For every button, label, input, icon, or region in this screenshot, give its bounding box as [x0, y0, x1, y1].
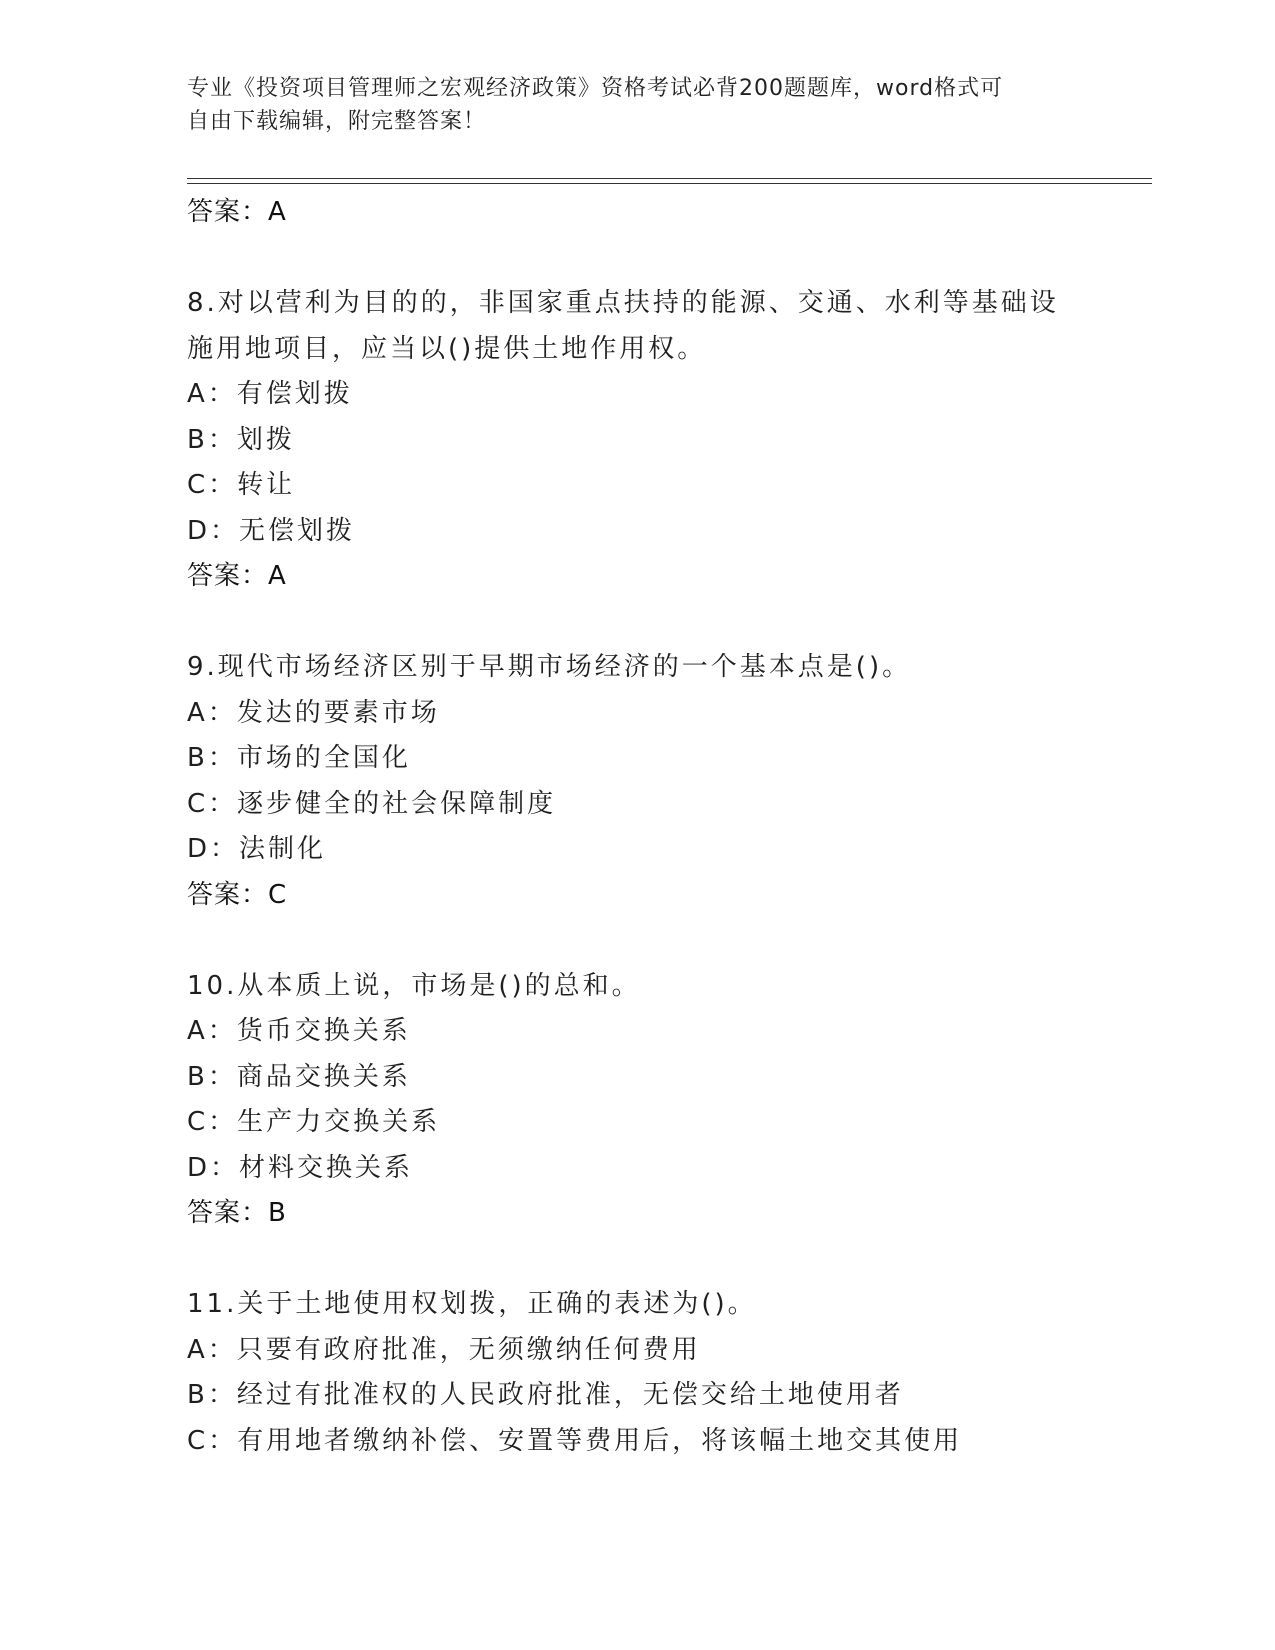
option-c: C：生产力交换关系	[187, 1107, 441, 1137]
option-d: D：材料交换关系	[187, 1152, 414, 1183]
spacer	[187, 918, 1147, 964]
answer-line: 答案：B	[187, 1198, 287, 1228]
header-rule-bottom	[187, 183, 1152, 184]
option-d: D：无偿划拨	[187, 515, 356, 546]
question-stem: 施用地项目，应当以()提供土地作用权。	[187, 333, 707, 364]
spacer	[187, 1237, 1147, 1283]
question-stem: 9.现代市场经济区别于早期市场经济的一个基本点是()。	[187, 652, 912, 682]
answer-line: 答案：A	[187, 197, 287, 227]
spacer	[187, 236, 1147, 282]
spacer	[187, 600, 1147, 646]
question-list	[187, 190, 1147, 1464]
option-a: A：发达的要素市场	[187, 697, 440, 728]
option-a: A：只要有政府批准，无须缴纳任何费用	[187, 1334, 701, 1365]
option-b: B：经过有批准权的人民政府批准，无偿交给土地使用者	[187, 1380, 904, 1410]
option-c: C：转让	[187, 470, 296, 500]
answer-line: 答案：A	[187, 561, 287, 591]
header-line-2: 自由下载编辑，附完整答案！	[187, 109, 487, 134]
option-a: A：有偿划拨	[187, 379, 353, 409]
option-b: B：划拨	[187, 424, 295, 455]
page-header	[187, 72, 1067, 138]
question-10	[187, 964, 1147, 1237]
question-11	[187, 1282, 1147, 1464]
option-c: C：有用地者缴纳补偿、安置等费用后，将该幅土地交其使用	[187, 1425, 963, 1456]
option-b: B：商品交换关系	[187, 1061, 411, 1092]
option-a: A：货币交换关系	[187, 1016, 411, 1046]
question-9	[187, 645, 1147, 918]
question-8	[187, 281, 1147, 600]
option-b: B：市场的全国化	[187, 743, 411, 773]
answer-line: 答案：C	[187, 879, 288, 910]
header-rule-top	[187, 178, 1152, 179]
header-line-1: 专业《投资项目管理师之宏观经济政策》资格考试必背200题题库，word格式可	[187, 76, 1004, 101]
question-stem: 11.关于土地使用权划拨，正确的表述为()。	[187, 1289, 757, 1319]
option-d: D：法制化	[187, 834, 327, 864]
question-stem: 10.从本质上说，市场是()的总和。	[187, 970, 641, 1001]
option-c: C：逐步健全的社会保障制度	[187, 788, 557, 819]
question-stem: 8.对以营利为目的的，非国家重点扶持的能源、交通、水利等基础设	[187, 288, 1059, 318]
